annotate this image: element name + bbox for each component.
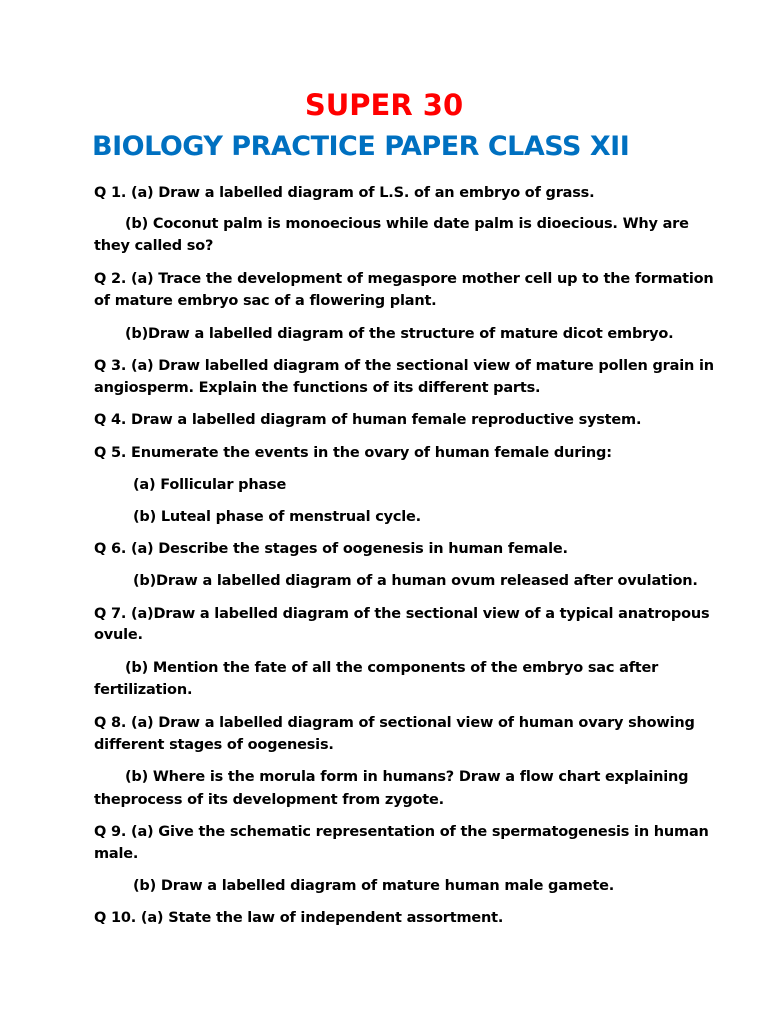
question-2b: (b)Draw a labelled diagram of the structure of mature dicot embryo. <box>125 326 674 342</box>
question-5a: (a) Follicular phase <box>133 477 287 493</box>
question-9a-cont: male. <box>94 846 139 862</box>
question-7a-cont: ovule. <box>94 627 143 643</box>
question-5: Q 5. Enumerate the events in the ovary of human female during: <box>94 445 612 461</box>
question-4: Q 4. Draw a labelled diagram of human female reproductive system. <box>94 412 642 428</box>
question-10a: Q 10. (a) State the law of independent assortment. <box>94 910 504 926</box>
question-6a: Q 6. (a) Describe the stages of oogenesis in human female. <box>94 541 568 557</box>
question-7a: Q 7. (a)Draw a labelled diagram of the sectional view of a typical anatropous <box>94 606 710 622</box>
question-1b: (b) Coconut palm is monoecious while date palm is dioecious. Why are <box>125 216 689 232</box>
question-6b: (b)Draw a labelled diagram of a human ovum released after ovulation. <box>133 573 698 589</box>
question-1a: Q 1. (a) Draw a labelled diagram of L.S. of an embryo of grass. <box>94 185 595 201</box>
question-1b-cont: they called so? <box>94 238 214 254</box>
question-2a: Q 2. (a) Trace the development of megaspore mother cell up to the formation <box>94 271 714 287</box>
question-3a-cont: angiosperm. Explain the functions of its different parts. <box>94 380 541 396</box>
question-2a-cont: of mature embryo sac of a flowering plant. <box>94 293 437 309</box>
question-8b-cont: theprocess of its development from zygote. <box>94 792 444 808</box>
question-5b: (b) Luteal phase of menstrual cycle. <box>133 509 421 525</box>
question-9b: (b) Draw a labelled diagram of mature human male gamete. <box>133 878 615 894</box>
page-subtitle: BIOLOGY PRACTICE PAPER CLASS XII <box>92 131 630 162</box>
question-8a-cont: different stages of oogenesis. <box>94 737 334 753</box>
question-9a: Q 9. (a) Give the schematic representation of the spermatogenesis in human <box>94 824 709 840</box>
question-8b: (b) Where is the morula form in humans? Draw a flow chart explaining <box>125 769 689 785</box>
question-7b: (b) Mention the fate of all the components of the embryo sac after <box>125 660 659 676</box>
question-8a: Q 8. (a) Draw a labelled diagram of sectional view of human ovary showing <box>94 715 695 731</box>
page-title: SUPER 30 <box>304 88 464 122</box>
question-7b-cont: fertilization. <box>94 682 193 698</box>
question-3a: Q 3. (a) Draw labelled diagram of the sectional view of mature pollen grain in <box>94 358 714 374</box>
